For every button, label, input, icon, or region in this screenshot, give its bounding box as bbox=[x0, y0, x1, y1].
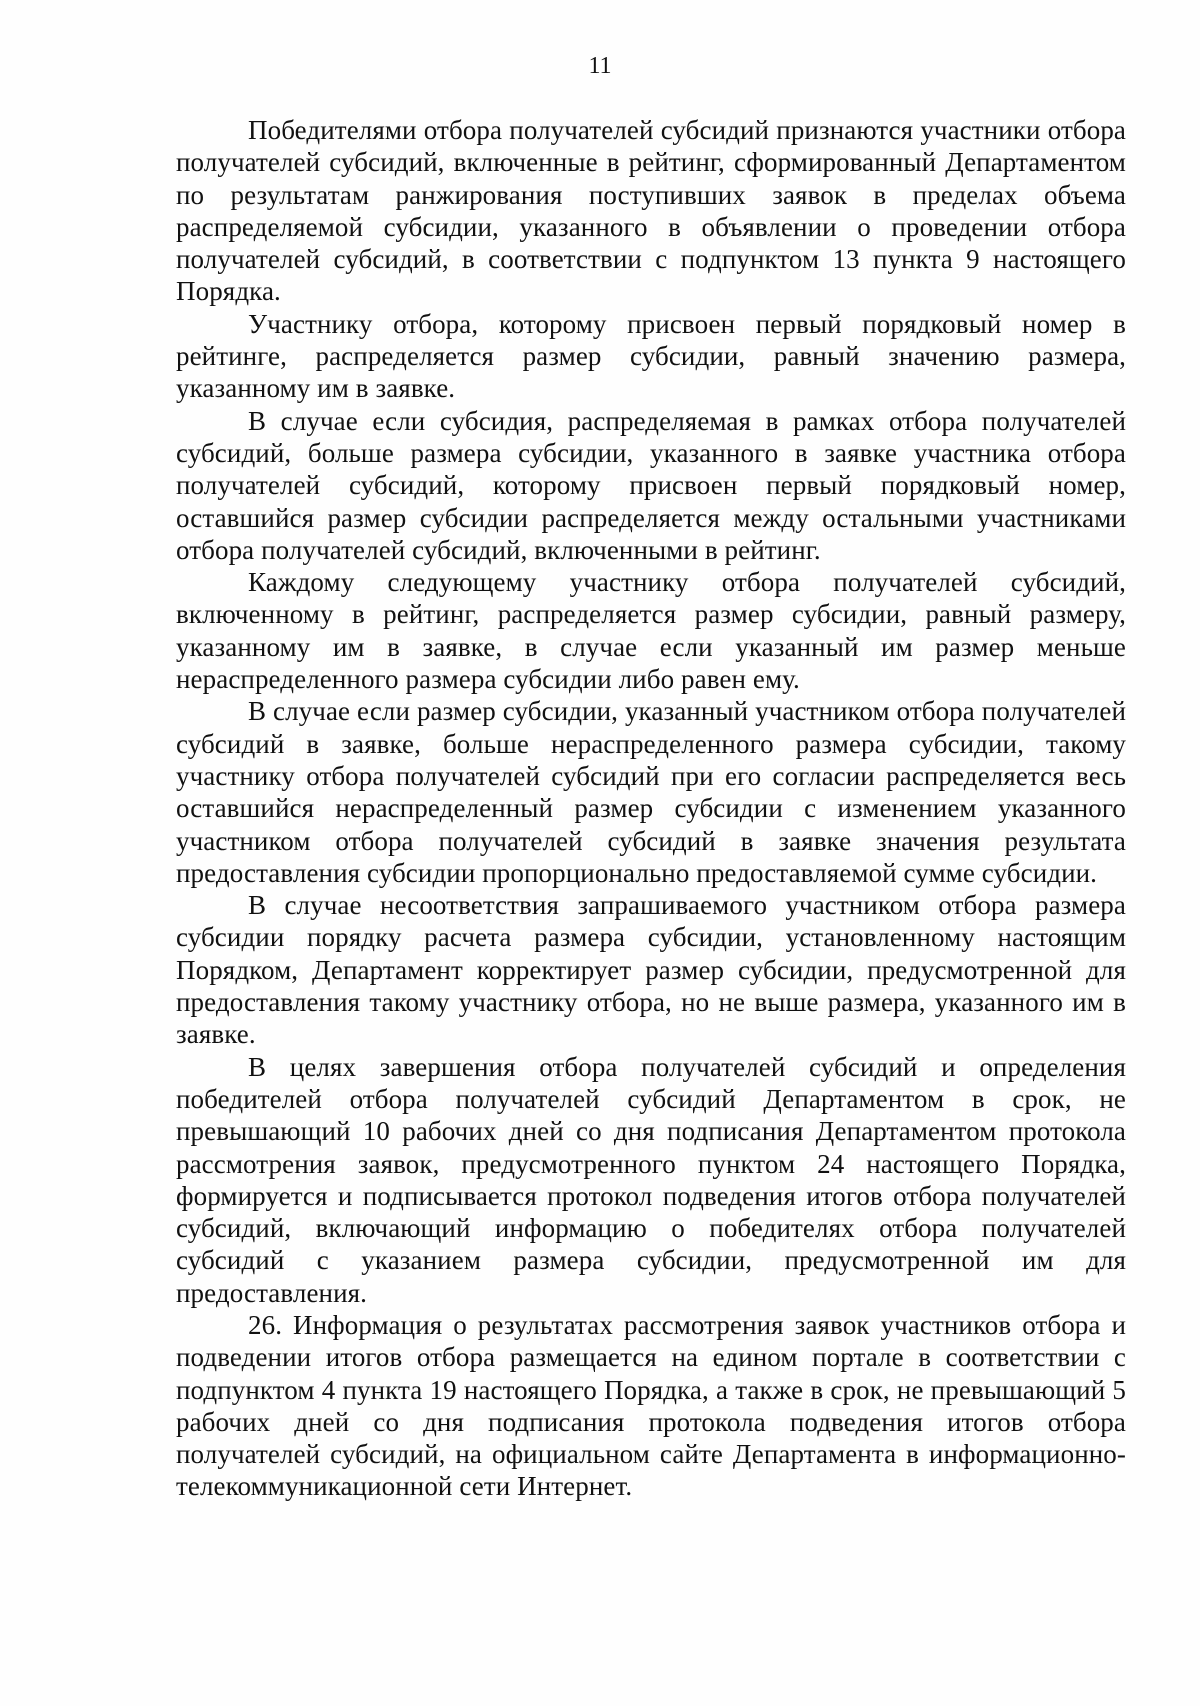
page-number: 11 bbox=[588, 53, 612, 79]
paragraph-winners: Победителями отбора получателей субсидий признаются участники отбора получателей субсидий, включенные в рейтинг, сформированный Департаментом по результатам ранжирования поступивших заявок в пределах объема распределяемой субсидии, указанного в объявлении о проведении отбора получателей субсидий, в соответствии с подпунктом 13 пункта 9 настоящего Порядка. bbox=[176, 115, 1126, 307]
paragraph-final-protocol: В целях завершения отбора получателей субсидий и определения победителей отбора получателей субсидий Департаментом в срок, не превышающий 10 рабочих дней со дня подписания Департаментом протокола рассмотрения заявок, предусмотренного пунктом 24 настоящего Порядка, формируется и подписывается протокол подведения итогов отбора получателей субсидий, включающий информацию о победителях отбора получателей субсидий с указанием размера субсидии, предусмотренной им для предоставления. bbox=[176, 1051, 1126, 1308]
paragraph-next-participant: Каждому следующему участнику отбора получателей субсидий, включенному в рейтинг, распределяется размер субсидии, равный размеру, указанному им в заявке, в случае если указанный им размер меньше нераспределенного размера субсидии либо равен ему. bbox=[176, 567, 1126, 695]
paragraph-first-rank: Участнику отбора, которому присвоен первый порядковый номер в рейтинге, распределяется размер субсидии, равный значению размера, указанному им в заявке. bbox=[176, 308, 1126, 404]
paragraph-remaining-distribution: В случае если субсидия, распределяемая в рамках отбора получателей субсидий, больше размера субсидии, указанного в заявке участника отбора получателей субсидий, которому присвоен первый порядковый номер, оставшийся размер субсидии распределяется между остальными участниками отбора получателей субсидий, включенными в рейтинг. bbox=[176, 405, 1126, 565]
paragraph-mismatch-correction: В случае несоответствия запрашиваемого участником отбора размера субсидии порядку расчета размера субсидии, установленному настоящим Порядком, Департамент корректирует размер субсидии, предусмотренной для предоставления такому участнику отбора, но не выше размера, указанного им в заявке. bbox=[176, 890, 1126, 1050]
document-body bbox=[176, 114, 1126, 1503]
paragraph-item-26: 26. Информация о результатах рассмотрения заявок участников отбора и подведении итогов отбора размещается на едином портале в соответствии с подпунктом 4 пункта 19 настоящего Порядка, а также в срок, не превышающий 5 рабочих дней со дня подписания протокола подведения итогов отбора получателей субсидий, на официальном сайте Департамента в информационно-телекоммуникационной сети Интернет. bbox=[176, 1309, 1126, 1502]
paragraph-larger-request: В случае если размер субсидии, указанный участником отбора получателей субсидий в заявке, больше нераспределенного размера субсидии, такому участнику отбора получателей субсидий при его согласии распределяется весь оставшийся нераспределенный размер субсидии с изменением указанного участником отбора получателей субсидий в заявке значения результата предоставления субсидии пропорционально предоставляемой сумме субсидии. bbox=[176, 696, 1126, 888]
